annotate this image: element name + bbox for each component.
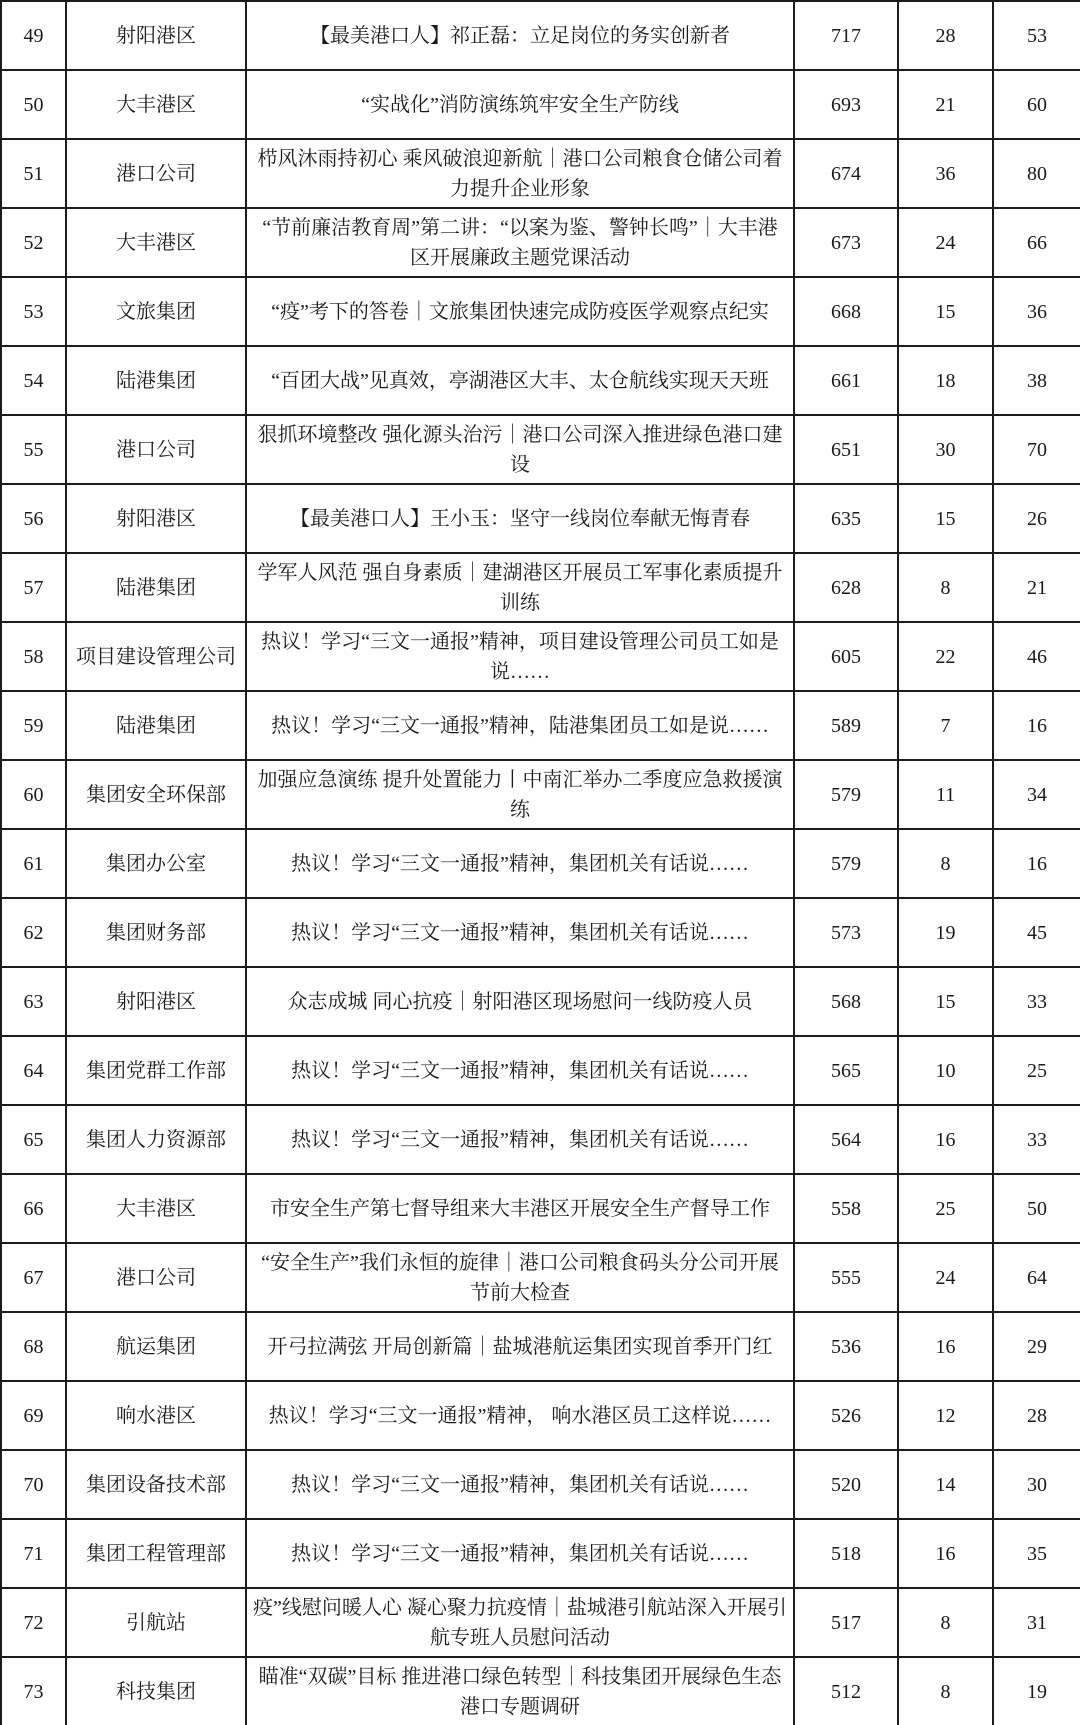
value-cell-3: 35 (993, 1519, 1080, 1588)
value-cell-3: 16 (993, 829, 1080, 898)
rank-cell: 66 (1, 1174, 66, 1243)
value-cell-3: 46 (993, 622, 1080, 691)
value-cell-1: 674 (794, 139, 898, 208)
value-cell-2: 21 (898, 70, 993, 139)
table-row (1, 829, 1080, 898)
value-cell-2: 16 (898, 1519, 993, 1588)
rank-cell: 59 (1, 691, 66, 760)
department-cell: 文旅集团 (66, 277, 246, 346)
value-cell-2: 24 (898, 1243, 993, 1312)
title-cell: 热议！学习“三文一通报”精神，集团机关有话说…… (246, 898, 794, 967)
value-cell-1: 693 (794, 70, 898, 139)
value-cell-2: 15 (898, 277, 993, 346)
table-row (1, 622, 1080, 691)
value-cell-1: 589 (794, 691, 898, 760)
department-cell: 科技集团 (66, 1657, 246, 1725)
title-cell: 热议！学习“三文一通报”精神，集团机关有话说…… (246, 1519, 794, 1588)
department-cell: 陆港集团 (66, 553, 246, 622)
value-cell-2: 12 (898, 1381, 993, 1450)
value-cell-2: 16 (898, 1105, 993, 1174)
department-cell: 集团安全环保部 (66, 760, 246, 829)
value-cell-2: 25 (898, 1174, 993, 1243)
rank-cell: 60 (1, 760, 66, 829)
value-cell-3: 26 (993, 484, 1080, 553)
department-cell: 航运集团 (66, 1312, 246, 1381)
table-row (1, 1174, 1080, 1243)
table-row (1, 277, 1080, 346)
value-cell-2: 19 (898, 898, 993, 967)
title-cell: 热议！学习“三文一通报”精神，集团机关有话说…… (246, 829, 794, 898)
table-row (1, 1243, 1080, 1312)
table-row (1, 139, 1080, 208)
rank-cell: 62 (1, 898, 66, 967)
title-cell: 开弓拉满弦 开局创新篇｜盐城港航运集团实现首季开门红 (246, 1312, 794, 1381)
rank-cell: 69 (1, 1381, 66, 1450)
value-cell-3: 45 (993, 898, 1080, 967)
value-cell-3: 33 (993, 1105, 1080, 1174)
rank-cell: 72 (1, 1588, 66, 1657)
value-cell-1: 512 (794, 1657, 898, 1725)
value-cell-2: 14 (898, 1450, 993, 1519)
table-row (1, 1657, 1080, 1725)
rank-cell: 65 (1, 1105, 66, 1174)
title-cell: 热议！学习“三文一通报”精神，集团机关有话说…… (246, 1105, 794, 1174)
title-cell: 众志成城 同心抗疫｜射阳港区现场慰问一线防疫人员 (246, 967, 794, 1036)
value-cell-2: 28 (898, 1, 993, 70)
table-row (1, 346, 1080, 415)
department-cell: 陆港集团 (66, 691, 246, 760)
title-cell: 市安全生产第七督导组来大丰港区开展安全生产督导工作 (246, 1174, 794, 1243)
rank-cell: 58 (1, 622, 66, 691)
table-row (1, 415, 1080, 484)
rank-cell: 61 (1, 829, 66, 898)
value-cell-3: 70 (993, 415, 1080, 484)
department-cell: 大丰港区 (66, 70, 246, 139)
table-row (1, 1105, 1080, 1174)
table-row (1, 1450, 1080, 1519)
value-cell-3: 19 (993, 1657, 1080, 1725)
value-cell-3: 50 (993, 1174, 1080, 1243)
department-cell: 港口公司 (66, 1243, 246, 1312)
value-cell-3: 30 (993, 1450, 1080, 1519)
table-row (1, 208, 1080, 277)
value-cell-1: 555 (794, 1243, 898, 1312)
value-cell-2: 8 (898, 553, 993, 622)
department-cell: 集团人力资源部 (66, 1105, 246, 1174)
value-cell-3: 64 (993, 1243, 1080, 1312)
table-row (1, 691, 1080, 760)
value-cell-3: 31 (993, 1588, 1080, 1657)
value-cell-1: 518 (794, 1519, 898, 1588)
title-cell: “疫”考下的答卷｜文旅集团快速完成防疫医学观察点纪实 (246, 277, 794, 346)
value-cell-2: 18 (898, 346, 993, 415)
title-cell: 栉风沐雨持初心 乘风破浪迎新航｜港口公司粮食仓储公司着力提升企业形象 (246, 139, 794, 208)
rank-cell: 56 (1, 484, 66, 553)
value-cell-2: 8 (898, 829, 993, 898)
department-cell: 大丰港区 (66, 208, 246, 277)
value-cell-2: 36 (898, 139, 993, 208)
value-cell-3: 38 (993, 346, 1080, 415)
value-cell-1: 564 (794, 1105, 898, 1174)
value-cell-2: 30 (898, 415, 993, 484)
value-cell-2: 8 (898, 1588, 993, 1657)
rank-cell: 49 (1, 1, 66, 70)
rank-cell: 73 (1, 1657, 66, 1725)
table-row (1, 1381, 1080, 1450)
title-cell: 学军人风范 强自身素质｜建湖港区开展员工军事化素质提升训练 (246, 553, 794, 622)
table-row (1, 484, 1080, 553)
rank-cell: 54 (1, 346, 66, 415)
table-row (1, 1588, 1080, 1657)
table-row (1, 1312, 1080, 1381)
value-cell-3: 66 (993, 208, 1080, 277)
title-cell: “百团大战”见真效，亭湖港区大丰、太仓航线实现天天班 (246, 346, 794, 415)
department-cell: 港口公司 (66, 139, 246, 208)
department-cell: 陆港集团 (66, 346, 246, 415)
value-cell-1: 517 (794, 1588, 898, 1657)
title-cell: “实战化”消防演练筑牢安全生产防线 (246, 70, 794, 139)
department-cell: 射阳港区 (66, 1, 246, 70)
title-cell: 瞄准“双碳”目标 推进港口绿色转型｜科技集团开展绿色生态港口专题调研 (246, 1657, 794, 1725)
title-cell: 热议！学习“三文一通报”精神，陆港集团员工如是说…… (246, 691, 794, 760)
title-cell: 热议！学习“三文一通报”精神， 响水港区员工这样说…… (246, 1381, 794, 1450)
value-cell-2: 11 (898, 760, 993, 829)
department-cell: 集团党群工作部 (66, 1036, 246, 1105)
table-row (1, 760, 1080, 829)
value-cell-3: 34 (993, 760, 1080, 829)
department-cell: 响水港区 (66, 1381, 246, 1450)
value-cell-1: 536 (794, 1312, 898, 1381)
rank-cell: 50 (1, 70, 66, 139)
department-cell: 射阳港区 (66, 967, 246, 1036)
title-cell: 狠抓环境整改 强化源头治污｜港口公司深入推进绿色港口建设 (246, 415, 794, 484)
value-cell-1: 628 (794, 553, 898, 622)
title-cell: 热议！学习“三文一通报”精神，项目建设管理公司员工如是说…… (246, 622, 794, 691)
value-cell-3: 80 (993, 139, 1080, 208)
value-cell-1: 579 (794, 829, 898, 898)
title-cell: 热议！学习“三文一通报”精神，集团机关有话说…… (246, 1450, 794, 1519)
title-cell: 【最美港口人】祁正磊：立足岗位的务实创新者 (246, 1, 794, 70)
value-cell-1: 568 (794, 967, 898, 1036)
department-cell: 集团财务部 (66, 898, 246, 967)
value-cell-1: 520 (794, 1450, 898, 1519)
value-cell-2: 22 (898, 622, 993, 691)
department-cell: 集团工程管理部 (66, 1519, 246, 1588)
value-cell-1: 661 (794, 346, 898, 415)
value-cell-2: 15 (898, 484, 993, 553)
rank-cell: 63 (1, 967, 66, 1036)
title-cell: “节前廉洁教育周”第二讲：“以案为鉴、警钟长鸣”｜大丰港区开展廉政主题党课活动 (246, 208, 794, 277)
department-cell: 项目建设管理公司 (66, 622, 246, 691)
value-cell-3: 60 (993, 70, 1080, 139)
value-cell-3: 28 (993, 1381, 1080, 1450)
department-cell: 射阳港区 (66, 484, 246, 553)
department-cell: 集团办公室 (66, 829, 246, 898)
rank-cell: 53 (1, 277, 66, 346)
value-cell-2: 10 (898, 1036, 993, 1105)
department-cell: 集团设备技术部 (66, 1450, 246, 1519)
rank-cell: 70 (1, 1450, 66, 1519)
department-cell: 港口公司 (66, 415, 246, 484)
title-cell: 【最美港口人】王小玉：坚守一线岗位奉献无悔青春 (246, 484, 794, 553)
department-cell: 大丰港区 (66, 1174, 246, 1243)
value-cell-1: 717 (794, 1, 898, 70)
rank-cell: 64 (1, 1036, 66, 1105)
title-cell: 疫”线慰问暖人心 凝心聚力抗疫情｜盐城港引航站深入开展引航专班人员慰问活动 (246, 1588, 794, 1657)
title-cell: “安全生产”我们永恒的旋律｜港口公司粮食码头分公司开展节前大检查 (246, 1243, 794, 1312)
table-row (1, 70, 1080, 139)
value-cell-2: 15 (898, 967, 993, 1036)
value-cell-3: 29 (993, 1312, 1080, 1381)
value-cell-3: 53 (993, 1, 1080, 70)
value-cell-1: 668 (794, 277, 898, 346)
table-row (1, 967, 1080, 1036)
value-cell-2: 24 (898, 208, 993, 277)
ranking-table-body (1, 1, 1080, 1725)
value-cell-3: 21 (993, 553, 1080, 622)
rank-cell: 67 (1, 1243, 66, 1312)
table-row (1, 898, 1080, 967)
value-cell-1: 635 (794, 484, 898, 553)
rank-cell: 52 (1, 208, 66, 277)
value-cell-1: 526 (794, 1381, 898, 1450)
value-cell-3: 25 (993, 1036, 1080, 1105)
rank-cell: 55 (1, 415, 66, 484)
table-row (1, 1, 1080, 70)
title-cell: 热议！学习“三文一通报”精神，集团机关有话说…… (246, 1036, 794, 1105)
value-cell-1: 565 (794, 1036, 898, 1105)
title-cell: 加强应急演练 提升处置能力丨中南汇举办二季度应急救援演练 (246, 760, 794, 829)
value-cell-2: 8 (898, 1657, 993, 1725)
value-cell-1: 605 (794, 622, 898, 691)
value-cell-1: 673 (794, 208, 898, 277)
value-cell-3: 16 (993, 691, 1080, 760)
department-cell: 引航站 (66, 1588, 246, 1657)
value-cell-1: 651 (794, 415, 898, 484)
value-cell-2: 16 (898, 1312, 993, 1381)
rank-cell: 71 (1, 1519, 66, 1588)
value-cell-3: 36 (993, 277, 1080, 346)
table-row (1, 1036, 1080, 1105)
rank-cell: 51 (1, 139, 66, 208)
value-cell-1: 558 (794, 1174, 898, 1243)
table-row (1, 1519, 1080, 1588)
table-row (1, 553, 1080, 622)
value-cell-1: 573 (794, 898, 898, 967)
value-cell-3: 33 (993, 967, 1080, 1036)
value-cell-1: 579 (794, 760, 898, 829)
value-cell-2: 7 (898, 691, 993, 760)
rank-cell: 57 (1, 553, 66, 622)
rank-cell: 68 (1, 1312, 66, 1381)
